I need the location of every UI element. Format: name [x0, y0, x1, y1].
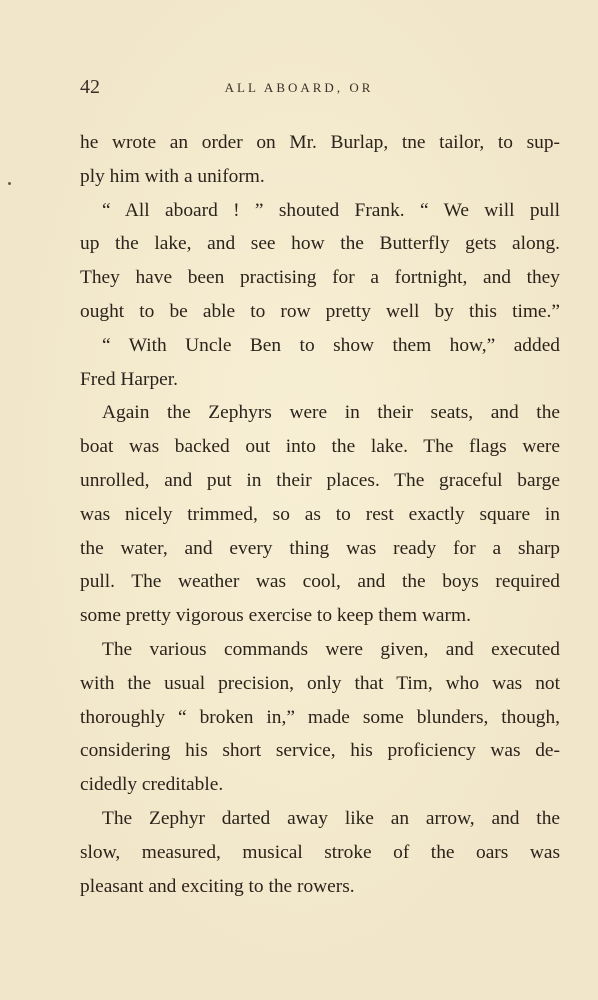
page-number: 42 — [80, 76, 100, 98]
text-line: slow, measured, musical stroke of the oars was — [80, 841, 560, 863]
text-line: Fred Harper. — [80, 368, 178, 390]
text-line: the water, and every thing was ready for a sharp — [80, 537, 560, 559]
text-line: cidedly creditable. — [80, 774, 224, 796]
margin-speck — [8, 182, 11, 185]
text-line: with the usual precision, only that Tim, who was not — [80, 672, 560, 694]
text-line: considering his short service, his proficiency was de- — [80, 740, 560, 762]
text-line: was nicely trimmed, so as to rest exactly square in — [80, 503, 560, 525]
text-line: up the lake, and see how the Butterfly gets along. — [80, 233, 560, 255]
running-title: ALL ABOARD, OR — [224, 80, 374, 95]
text-line: some pretty vigorous exercise to keep them warm. — [80, 605, 471, 627]
body-text — [80, 126, 560, 903]
text-line: unrolled, and put in their places. The graceful barge — [80, 469, 560, 491]
text-line: thoroughly “ broken in,” made some blunders, though, — [80, 706, 560, 728]
text-line: ply him with a uniform. — [80, 165, 265, 187]
text-line: Again the Zephyrs were in their seats, and the — [102, 402, 560, 424]
text-line: The various commands were given, and executed — [102, 638, 560, 660]
text-line: he wrote an order on Mr. Burlap, tne tailor, to sup- — [80, 132, 560, 153]
text-line: “ All aboard ! ” shouted Frank. “ We will pull — [102, 199, 560, 221]
text-line: They have been practising for a fortnight, and they — [80, 267, 560, 289]
text-line: pull. The weather was cool, and the boys required — [80, 571, 560, 593]
text-line: “ With Uncle Ben to show them how,” added — [102, 334, 560, 356]
text-line: boat was backed out into the lake. The flags were — [80, 436, 560, 458]
text-line: The Zephyr darted away like an arrow, and the — [102, 807, 560, 829]
text-line: ought to be able to row pretty well by this time.” — [80, 300, 560, 322]
text-line: pleasant and exciting to the rowers. — [80, 875, 355, 897]
running-head — [0, 74, 598, 100]
